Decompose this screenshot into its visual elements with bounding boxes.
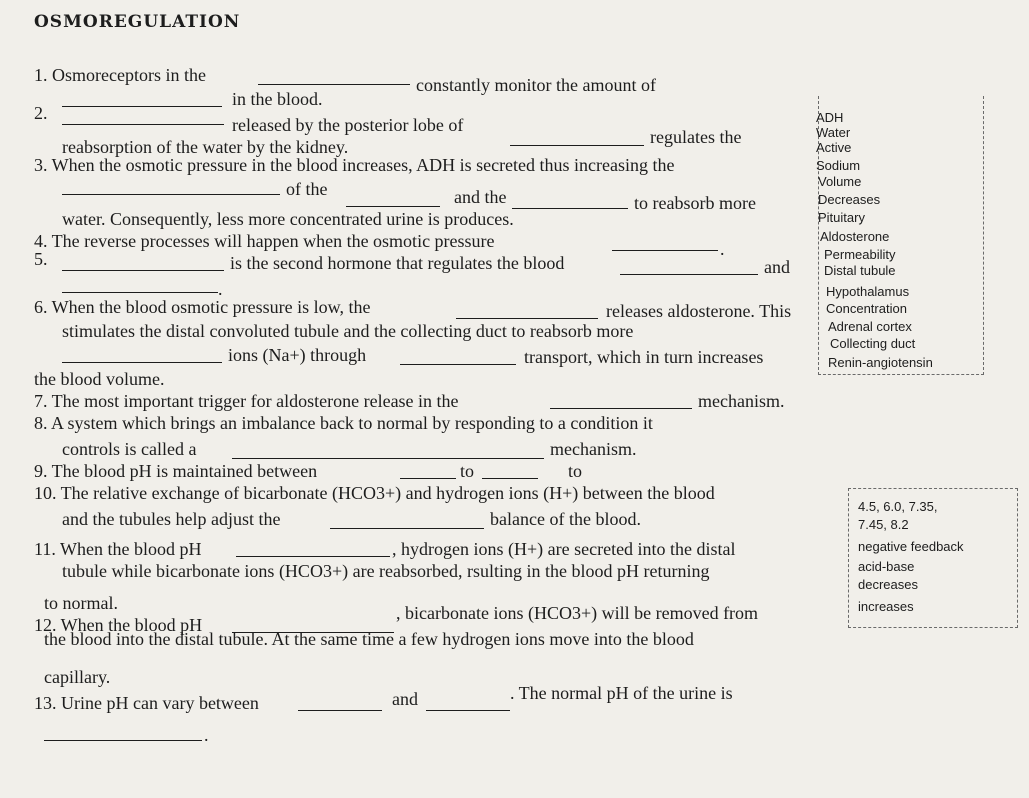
blank-q6-2[interactable] [62, 362, 222, 363]
blank-q7-1[interactable] [550, 408, 692, 409]
word-bank-1-item: Decreases [818, 192, 881, 207]
word-bank-1-item: Aldosterone [820, 229, 890, 244]
word-bank-1-item: Volume [818, 174, 862, 189]
blank-q6-1[interactable] [456, 318, 598, 319]
q6-text-a: 6. When the blood osmotic pressure is low, the [34, 297, 371, 317]
blank-q3-1[interactable] [62, 194, 280, 195]
q3-text-d: to reabsorb more [634, 193, 756, 213]
blank-q1-2[interactable] [62, 106, 222, 107]
blank-q9-2[interactable] [482, 478, 538, 479]
q7-text-b: mechanism. [698, 391, 785, 411]
blank-q10-1[interactable] [330, 528, 484, 529]
q11-text-c: tubule while bicarbonate ions (HCO3+) are reabsorbed, rsulting in the blood pH returning [62, 561, 710, 581]
q10-text-b: and the tubules help adjust the [62, 509, 281, 529]
q2-text-b: regulates the [650, 127, 742, 147]
q5-text-c: . [218, 279, 223, 299]
q5-text-b: and [764, 257, 790, 277]
q13-text-b: and [392, 689, 418, 709]
word-bank-1-item: Sodium [816, 158, 861, 173]
q10-text-c: balance of the blood. [490, 509, 641, 529]
word-bank-1-item: Active [816, 140, 852, 155]
q11-text-d: to normal. [44, 593, 118, 613]
q13-text-c: . The normal pH of the urine is [510, 683, 733, 703]
word-bank-1-item: Concentration [826, 301, 907, 316]
q8-text-b: controls is called a [62, 439, 197, 459]
q13-text-d: . [204, 725, 209, 745]
q9-text-b: to [460, 461, 475, 481]
q5-text-a: is the second hormone that regulates the blood [230, 253, 565, 273]
q3-text-e: water. Consequently, less more concentrated urine is produces. [62, 209, 514, 229]
blank-q9-1[interactable] [400, 478, 456, 479]
q6-text-b: releases aldosterone. This [606, 301, 792, 321]
q12-text-a: 12. When the blood pH [34, 615, 203, 635]
blank-q4-1[interactable] [612, 250, 718, 251]
q10-text-a: 10. The relative exchange of bicarbonate (HCO3+) and hydrogen ions (H+) between the blood [34, 483, 715, 503]
q6-text-f: the blood volume. [34, 369, 165, 389]
q8-text-a: 8. A system which brings an imbalance back to normal by responding to a condition it [34, 413, 653, 433]
q2-number: 2. [34, 103, 48, 123]
q2-text-c: reabsorption of the water by the kidney. [62, 137, 349, 157]
blank-q8-1[interactable] [232, 458, 544, 459]
q1-text-a: 1. Osmoreceptors in the [34, 65, 206, 85]
blank-q1-1[interactable] [258, 84, 410, 85]
word-bank-1-item: Adrenal cortex [828, 319, 912, 334]
word-bank-2-item: 7.45, 8.2 [858, 517, 909, 532]
word-bank-2-item: decreases [858, 577, 918, 592]
blank-q2-1[interactable] [62, 124, 224, 125]
word-bank-2-item: acid-base [858, 559, 915, 574]
blank-q11-1[interactable] [236, 556, 390, 557]
q6-text-c: stimulates the distal convoluted tubule and the collecting duct to reabsorb more [62, 321, 634, 341]
q3-text-b: of the [286, 179, 328, 199]
q3-text-a: 3. When the osmotic pressure in the blood increases, ADH is secreted thus increasing the [34, 155, 675, 175]
word-bank-1-item: ADH [816, 110, 844, 125]
blank-q13-2[interactable] [426, 710, 510, 711]
q1-text-c: in the blood. [232, 89, 323, 109]
q6-text-e: transport, which in turn increases [524, 347, 764, 367]
q11-text-b: , hydrogen ions (H+) are secreted into the distal [392, 539, 736, 559]
blank-q13-1[interactable] [298, 710, 382, 711]
word-bank-1-item: Permeability [824, 247, 896, 262]
blank-q5-2[interactable] [620, 274, 758, 275]
q9-text-a: 9. The blood pH is maintained between [34, 461, 318, 481]
blank-q13-3[interactable] [44, 740, 202, 741]
page-title: OSMOREGULATION [34, 12, 241, 32]
q5-number: 5. [34, 249, 48, 269]
q9-text-c: to [568, 461, 583, 481]
q4-text-b: . [720, 239, 725, 259]
blank-q3-2[interactable] [346, 206, 440, 207]
word-bank-1-item: Water [816, 125, 851, 140]
word-bank-1-item: Distal tubule [824, 263, 896, 278]
word-bank-1-item: Hypothalamus [826, 284, 910, 299]
q12-text-c: the blood into the distal tubule. At the same time a few hydrogen ions move into the blood [44, 629, 694, 649]
word-bank-1-item: Collecting duct [830, 336, 916, 351]
q8-text-c: mechanism. [550, 439, 637, 459]
q11-text-a: 11. When the blood pH [34, 539, 202, 559]
word-bank-1-item: Renin-angiotensin [828, 355, 933, 370]
q3-text-c: and the [454, 187, 507, 207]
blank-q5-3[interactable] [62, 292, 218, 293]
q7-text-a: 7. The most important trigger for aldosterone release in the [34, 391, 459, 411]
word-bank-2-item: increases [858, 599, 914, 614]
blank-q6-3[interactable] [400, 364, 516, 365]
blank-q3-3[interactable] [512, 208, 628, 209]
word-bank-2-item: 4.5, 6.0, 7.35, [858, 499, 938, 514]
blank-q5-1[interactable] [62, 270, 224, 271]
q6-text-d: ions (Na+) through [228, 345, 367, 365]
q1-text-b: constantly monitor the amount of [416, 75, 656, 95]
q13-text-a: 13. Urine pH can vary between [34, 693, 259, 713]
word-bank-1-item: Pituitary [818, 210, 865, 225]
blank-q2-2[interactable] [510, 145, 644, 146]
word-bank-2-item: negative feedback [858, 539, 964, 554]
q4-text-a: 4. The reverse processes will happen when the osmotic pressure [34, 231, 495, 251]
q12-text-d: capillary. [44, 667, 111, 687]
q2-text-a: released by the posterior lobe of [232, 115, 464, 135]
q12-text-b: , bicarbonate ions (HCO3+) will be removed from [396, 603, 759, 623]
